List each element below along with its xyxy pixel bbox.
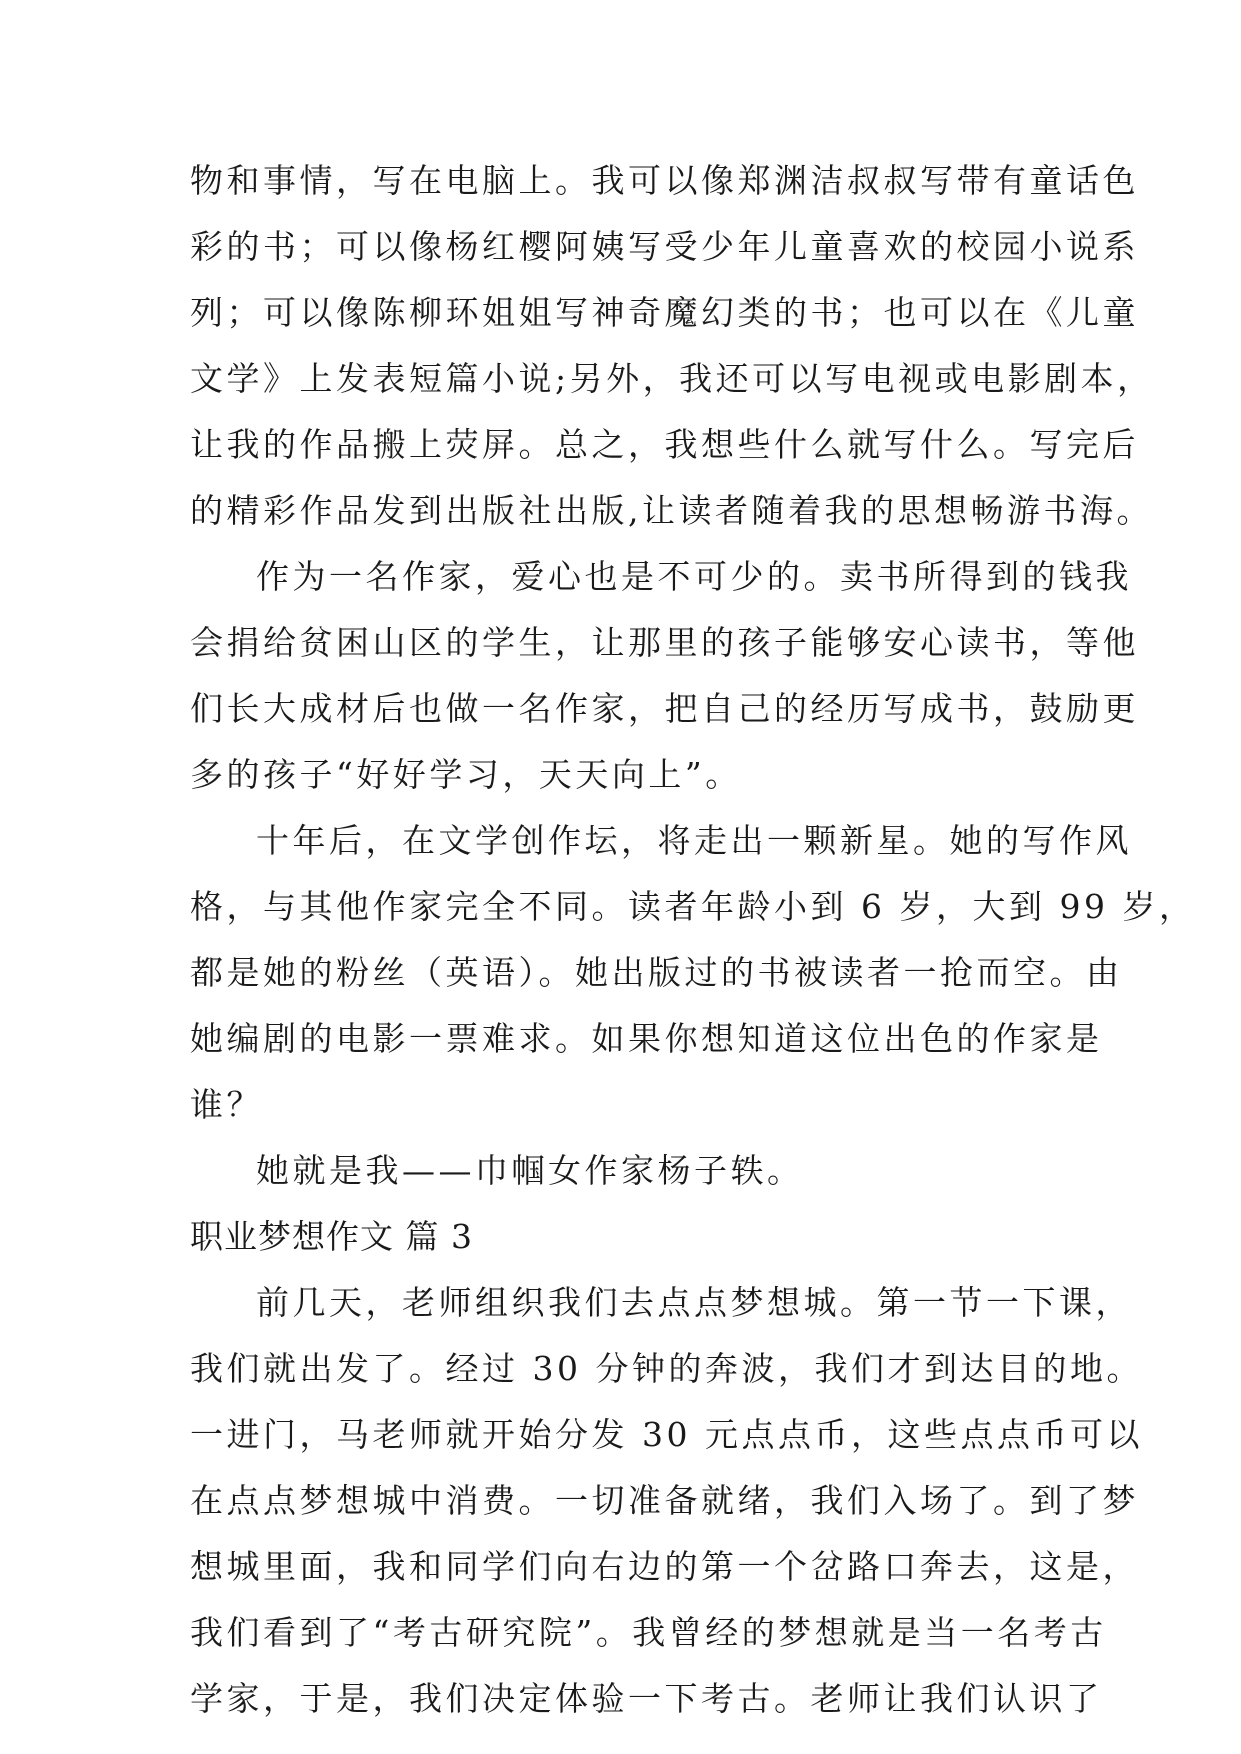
text-line: 们长大成材后也做一名作家，把自己的经历写成书，鼓励更 [190,689,1139,728]
body-paragraph [190,808,1196,1138]
body-paragraph [190,148,1154,544]
text-line: 她就是我——巾帼女作家杨子轶。 [256,1151,804,1190]
text-line: 我们就出发了。经过 30 分钟的奔波，我们才到达目的地。 [190,1349,1143,1388]
body-paragraph [190,544,1139,808]
text-line: 谁？ [190,1085,263,1124]
text-line: 文学》上发表短篇小说;另外，我还可以写电视或电影剧本， [190,359,1154,398]
text-line: 会捐给贫困山区的学生，让那里的孩子能够安心读书，等他 [190,623,1139,662]
text-line: 都是她的粉丝（英语）。她出版过的书被读者一抢而空。由 [190,953,1123,992]
text-line: 作为一名作家，爱心也是不可少的。卖书所得到的钱我 [256,557,1132,596]
body-paragraph [190,1138,1070,1204]
text-line: 列；可以像陈柳环姐姐写神奇魔幻类的书；也可以在《儿童 [190,293,1139,332]
document-page [190,148,1196,1732]
text-line: 格，与其他作家完全不同。读者年龄小到 6 岁，大到 99 岁， [190,887,1196,926]
section-heading-text: 职业梦想作文 篇 3 [190,1217,473,1256]
text-line: 的精彩作品发到出版社出版,让读者随着我的思想畅游书海。 [190,491,1153,530]
text-line: 我们看到了“考古研究院”。我曾经的梦想就是当一名考古 [190,1613,1107,1652]
text-line: 多的孩子“好好学习，天天向上”。 [190,755,742,794]
text-line: 前几天，老师组织我们去点点梦想城。第一节一下课， [256,1283,1132,1322]
text-line: 她编剧的电影一票难求。如果你想知道这位出色的作家是 [190,1019,1103,1058]
text-line: 物和事情，写在电脑上。我可以像郑渊洁叔叔写带有童话色 [190,161,1139,200]
text-line: 彩的书；可以像杨红樱阿姨写受少年儿童喜欢的校园小说系 [190,227,1139,266]
text-line: 一进门，马老师就开始分发 30 元点点币，这些点点币可以 [190,1415,1143,1454]
section-heading [190,1204,1070,1270]
text-line: 学家，于是，我们决定体验一下考古。老师让我们认识了 [190,1679,1103,1718]
document-body [190,148,1196,1204]
text-line: 十年后，在文学创作坛，将走出一颗新星。她的写作风 [256,821,1132,860]
text-line: 在点点梦想城中消费。一切准备就绪，我们入场了。到了梦 [190,1481,1139,1520]
text-line: 让我的作品搬上荧屏。总之，我想些什么就写什么。写完后 [190,425,1139,464]
section-body [190,1270,1143,1732]
section-paragraph [190,1270,1143,1732]
text-line: 想城里面，我和同学们向右边的第一个岔路口奔去，这是， [190,1547,1139,1586]
